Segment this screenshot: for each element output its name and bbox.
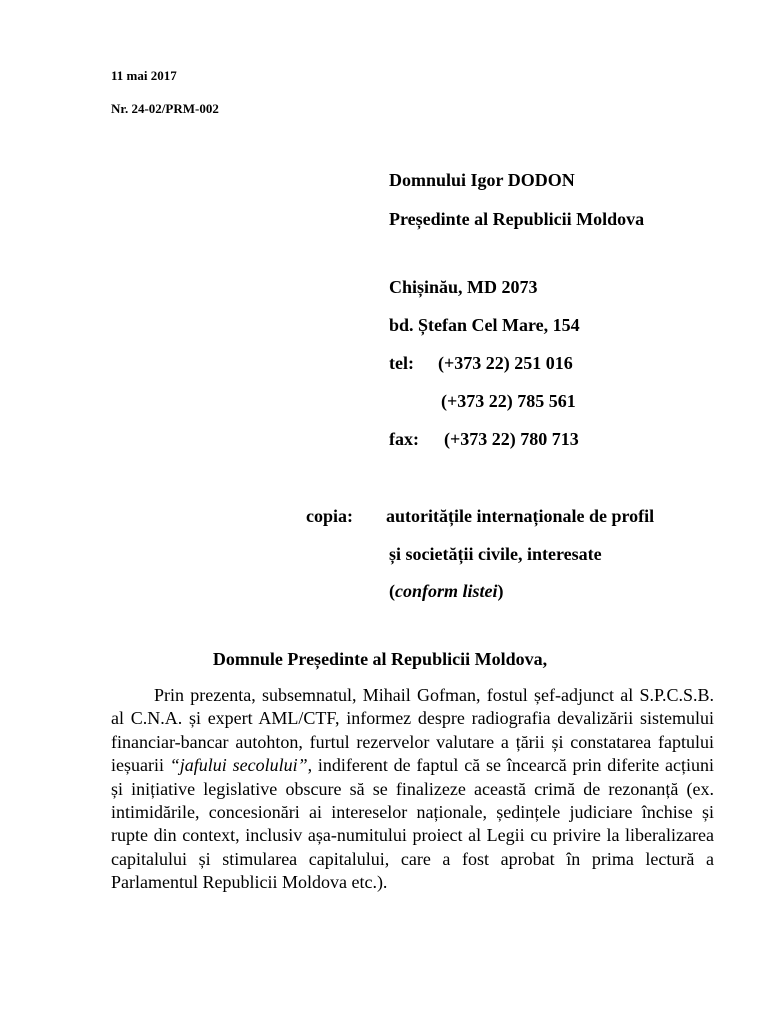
tel-number-2: (+373 22) 785 561 [441, 391, 576, 411]
address-street: bd. Ștefan Cel Mare, 154 [389, 315, 580, 335]
tel-label: tel: [389, 353, 414, 373]
body-quote: “jafului secolului” [169, 755, 308, 776]
address-city: Chișinău, MD 2073 [389, 277, 538, 297]
fax-label: fax: [389, 429, 419, 449]
reference-number: Nr. 24-02/PRM-002 [111, 101, 219, 116]
body-text-part-1: Prin prezenta, subsemnatul, Mihail Gofman, fostul șef-adjunct al S.P.C.S.B. al C.N.A. și expert AML/CTF, informez despre radiografia devalizării sistemului financiar-bancar autohton, furtul rezervelor valutare a țării și constatarea faptului ieșuarii [111, 685, 714, 776]
body-paragraph [111, 684, 714, 895]
tel-number-1: (+373 22) 251 016 [438, 353, 573, 373]
paren-close: ) [497, 581, 504, 601]
conform-listei-text: conform listei [395, 581, 498, 601]
copy-recipients-line-1: autoritățile internaționale de profil [386, 506, 655, 526]
copy-recipients-line-3 [389, 581, 504, 602]
copy-recipients-line-2: și societății civile, interesate [389, 544, 602, 564]
paren-open: ( [389, 581, 395, 601]
addressee-title: Președinte al Republicii Moldova [389, 209, 645, 229]
copy-label: copia: [306, 506, 353, 526]
fax-number: (+373 22) 780 713 [444, 429, 579, 449]
body-text-part-2: , indiferent de faptul că se încearcă prin diferite acțiuni și inițiative legislative obscure să se finalizeze această crimă de rezonanță (ex. intimidările, concesionări ai intereselor naționale, ședințele judiciare închise și rupte din context, inclusiv așa-numitului proiect al Legii cu privire la liberalizarea capitalului și stimularea capitalului, care a fost aprobat în prima lectură a Parlamentul Republicii Moldova etc.). [111, 755, 715, 893]
letter-date: 11 mai 2017 [111, 68, 177, 83]
salutation: Domnule Președinte al Republicii Moldova, [212, 649, 548, 669]
addressee-name: Domnului Igor DODON [389, 170, 575, 190]
